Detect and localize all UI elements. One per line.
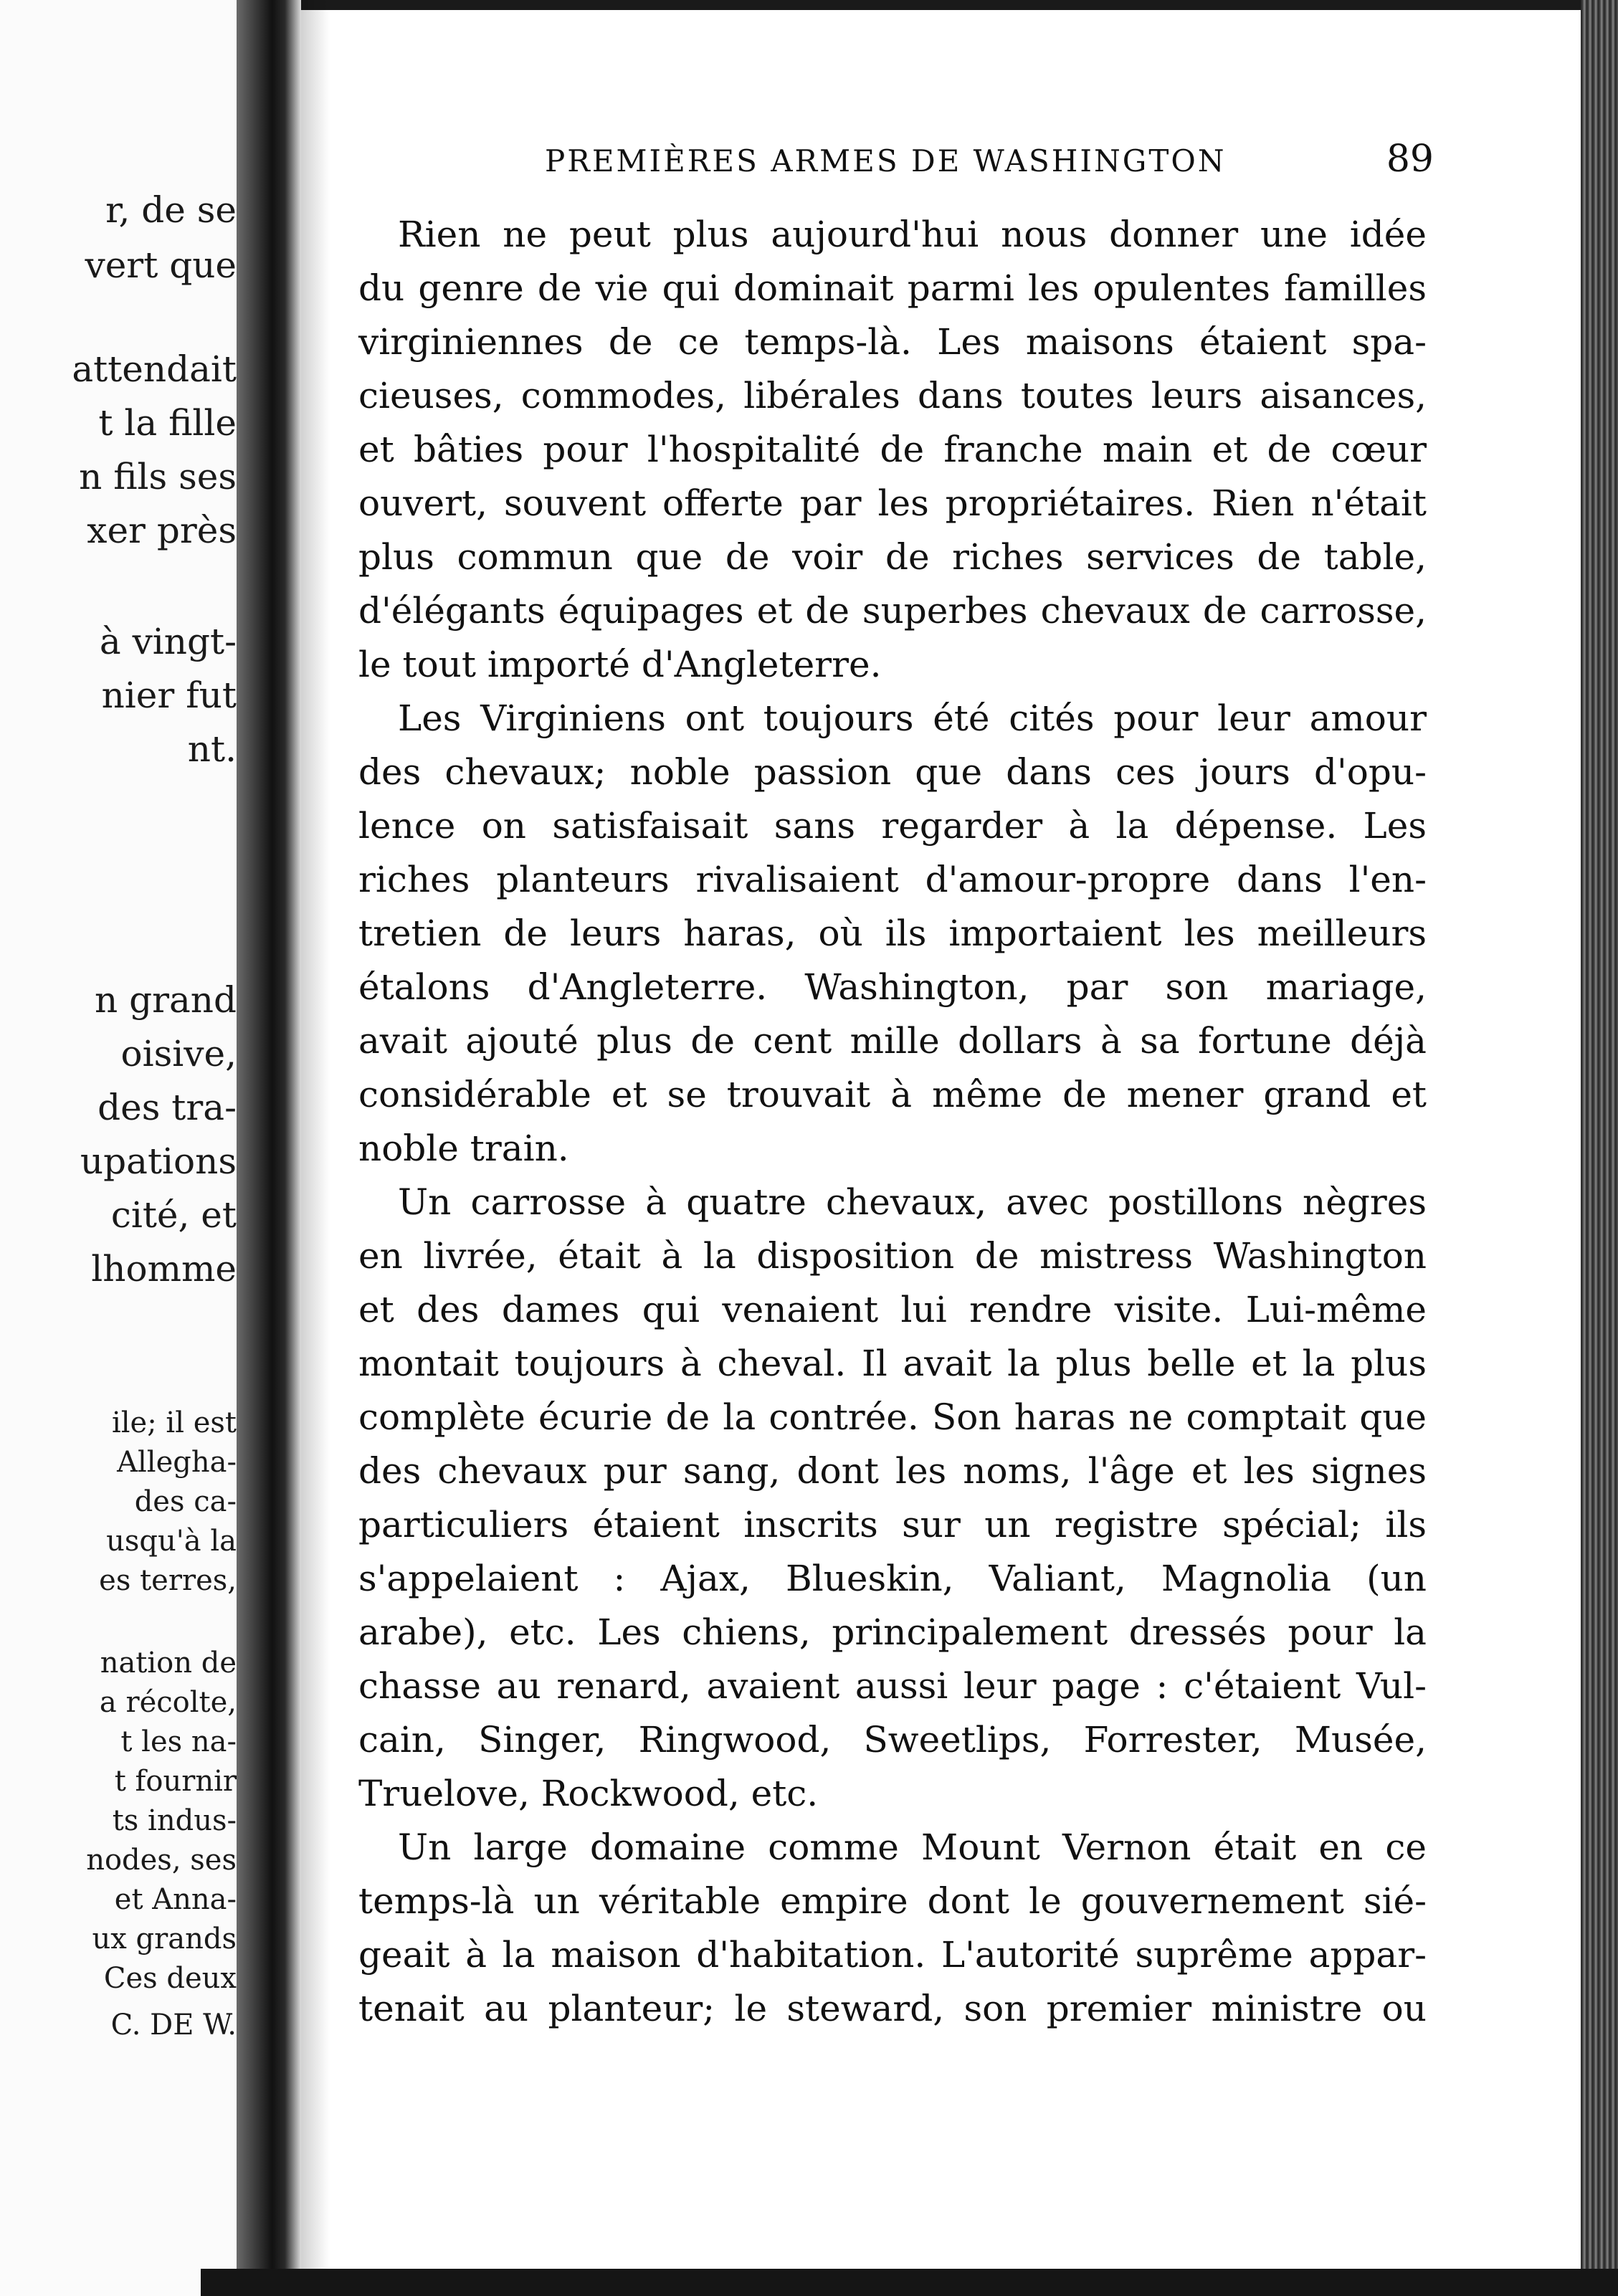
text-line: avait ajouté plus de cent mille dollars à sa fortune déjà	[358, 1020, 1427, 1062]
text-line: lence on satisfaisait sans regarder à la dépense. Les	[358, 805, 1427, 847]
text-line: complète écurie de la contrée. Son haras ne comptait que	[358, 1396, 1427, 1438]
text-line: ouvert, souvent offerte par les propriétaires. Rien n'était	[358, 482, 1427, 524]
text-line: des chevaux pur sang, dont les noms, l'âge et les signes	[358, 1450, 1427, 1492]
scan-top-edge	[301, 0, 1618, 10]
facing-line: n grand	[94, 979, 237, 1021]
text-line: chasse au renard, avaient aussi leur page : c'étaient Vul-	[358, 1665, 1427, 1707]
text-line: arabe), etc. Les chiens, principalement dressés pour la	[358, 1611, 1427, 1653]
facing-footnote-line: a récolte,	[99, 1686, 237, 1719]
page-stack-edge	[1581, 0, 1618, 2296]
facing-line: xer près	[87, 510, 237, 551]
facing-line: upations	[80, 1140, 237, 1182]
facing-line: attendait	[72, 348, 237, 390]
facing-footnote-line: Allegha-	[117, 1446, 237, 1479]
facing-page-fragment	[0, 0, 237, 2296]
text-line: montait toujours à cheval. Il avait la plus belle et la plus	[358, 1343, 1427, 1384]
text-line: plus commun que de voir de riches services de table,	[358, 536, 1427, 578]
facing-footnote-line: et Anna-	[114, 1883, 237, 1916]
facing-footnote-line: ile; il est	[111, 1406, 237, 1439]
facing-footnote-line: t fournir	[114, 1765, 237, 1798]
facing-line: nt.	[187, 728, 237, 770]
text-line: étalons d'Angleterre. Washington, par son mariage,	[358, 966, 1427, 1008]
text-line: et des dames qui venaient lui rendre visite. Lui-même	[358, 1289, 1427, 1330]
text-line: Les Virginiens ont toujours été cités pour leur amour	[398, 697, 1427, 739]
facing-footnote-line: Ces deux	[103, 1962, 237, 1995]
facing-footnote-line: ux grands	[92, 1923, 237, 1956]
text-line: des chevaux; noble passion que dans ces jours d'opu-	[358, 751, 1427, 793]
book-gutter	[237, 0, 301, 2296]
facing-line: r, de se	[105, 189, 237, 231]
gutter-shadow	[301, 0, 330, 2296]
facing-line: n fils ses	[79, 456, 237, 497]
facing-line: nier fut	[101, 675, 237, 716]
page-header	[545, 138, 1434, 186]
facing-footnote-line: usqu'à la	[106, 1525, 237, 1558]
facing-footnote-line: es terres,	[99, 1564, 237, 1597]
facing-line: lhomme	[91, 1248, 237, 1290]
text-line: s'appelaient : Ajax, Blueskin, Valiant, Magnolia (un	[358, 1558, 1427, 1599]
text-line: riches planteurs rivalisaient d'amour-propre dans l'en-	[358, 859, 1427, 900]
text-line: tretien de leurs haras, où ils importaient les meilleurs	[358, 913, 1427, 954]
text-line: Truelove, Rockwood, etc.	[358, 1773, 819, 1814]
text-line: geait à la maison d'habitation. L'autorité suprême appar-	[358, 1934, 1427, 1976]
facing-line: cité, et	[110, 1194, 237, 1236]
text-line: du genre de vie qui dominait parmi les opulentes familles	[358, 267, 1427, 309]
text-line: virginiennes de ce temps-là. Les maisons étaient spa-	[358, 321, 1427, 363]
facing-footnote-line: nodes, ses	[86, 1844, 237, 1877]
scan-bottom-edge	[201, 2269, 1618, 2296]
text-line: Un large domaine comme Mount Vernon était en ce	[398, 1826, 1427, 1868]
text-line: particuliers étaient inscrits sur un registre spécial; ils	[358, 1504, 1427, 1545]
text-line: en livrée, était à la disposition de mistress Washington	[358, 1235, 1427, 1277]
facing-footnote-signature: C. DE W.	[110, 2009, 237, 2042]
text-line: temps-là un véritable empire dont le gouvernement sié-	[358, 1880, 1427, 1922]
text-line: Rien ne peut plus aujourd'hui nous donner une idée	[398, 214, 1427, 255]
text-line: et bâties pour l'hospitalité de franche main et de cœur	[358, 429, 1427, 470]
text-line: le tout importé d'Angleterre.	[358, 644, 882, 685]
facing-footnote-line: ts indus-	[112, 1804, 237, 1837]
text-line: d'élégants équipages et de superbes chevaux de carrosse,	[358, 590, 1427, 632]
facing-line: vert que	[85, 244, 237, 286]
text-line: Un carrosse à quatre chevaux, avec postillons nègres	[398, 1181, 1427, 1223]
page-number: 89	[1386, 138, 1434, 181]
text-line: noble train.	[358, 1128, 569, 1169]
running-title: PREMIÈRES ARMES DE WASHINGTON	[545, 143, 1227, 178]
facing-line: oisive,	[120, 1033, 237, 1075]
facing-footnote-line: t les na-	[120, 1725, 237, 1758]
facing-line: t la fille	[98, 402, 237, 444]
text-line: considérable et se trouvait à même de mener grand et	[358, 1074, 1427, 1115]
facing-footnote-line: nation de	[100, 1647, 237, 1680]
text-line: tenait au planteur; le steward, son premier ministre ou	[358, 1988, 1427, 2029]
facing-line: à vingt-	[99, 621, 237, 662]
body-text	[358, 208, 1427, 2036]
text-line: cain, Singer, Ringwood, Sweetlips, Forrester, Musée,	[358, 1719, 1427, 1761]
facing-footnote-line: des ca-	[134, 1485, 237, 1518]
facing-line: des tra-	[97, 1087, 237, 1128]
text-line: cieuses, commodes, libérales dans toutes leurs aisances,	[358, 375, 1427, 416]
